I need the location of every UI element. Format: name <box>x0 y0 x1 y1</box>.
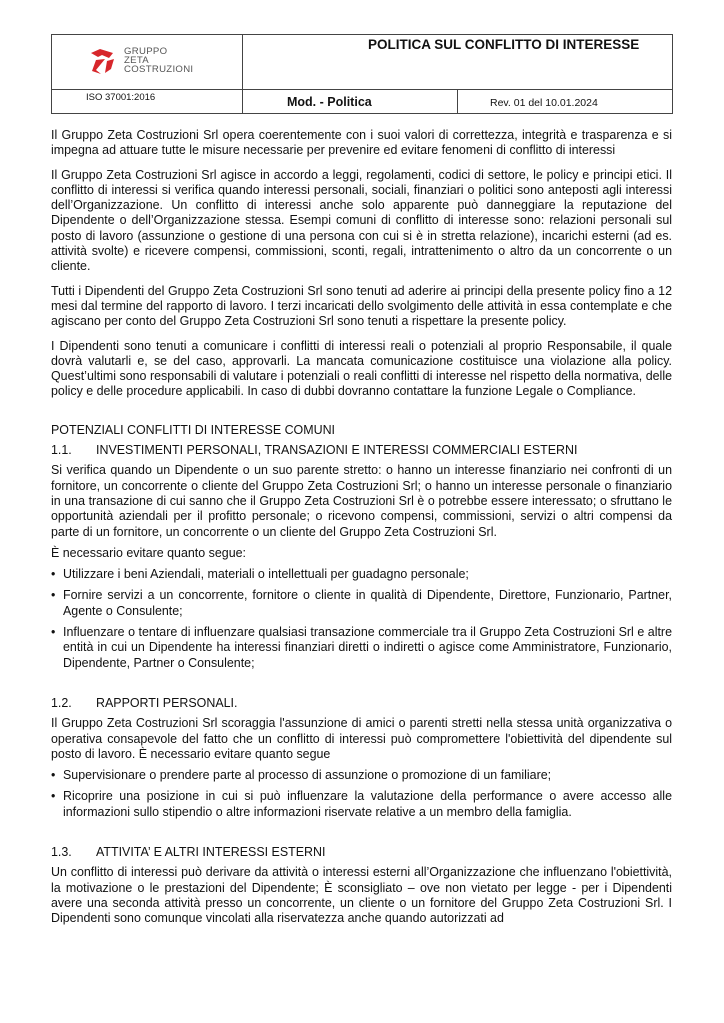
intro-paragraph-3: Tutti i Dipendenti del Gruppo Zeta Costruzioni Srl sono tenuti ad aderire ai principi della presente policy fino a 12 mesi dal termine del rapporto di lavoro. I terzi incaricati dello svolgimento delle attività in essa contemplate e che agiscano per conto del Gruppo Zeta Costruzioni Srl sono tenuti a rispettare la presente policy. <box>51 283 672 329</box>
bullet-icon: • <box>51 789 56 804</box>
list-item <box>51 625 672 671</box>
list-item <box>51 768 672 783</box>
logo-line-2: ZETA <box>124 55 150 66</box>
subsection-2-title: RAPPORTI PERSONALI. <box>96 695 238 710</box>
logo-wordmark <box>124 47 193 74</box>
subsection-3-number: 1.3. <box>51 844 72 859</box>
intro-paragraph-4: I Dipendenti sono tenuti a comunicare i conflitti di interessi reali o potenziali al proprio Responsabile, il quale dovrà valutarli e, se del caso, approvarli. La mancata comunicazione costituisce una violazione alla policy. Quest’ultimi sono responsabili di valutare i potenziali o reali conflitti di interesse nel rispetto della normativa, delle policy e delle procedure applicabili. In caso di dubbi dovranno contattare la funzione Legale o Compliance. <box>51 338 672 399</box>
list-item <box>51 567 672 582</box>
subsection-2-heading <box>51 696 672 711</box>
logo-cell <box>52 35 243 90</box>
list-item <box>51 588 672 619</box>
list-item-text: Fornire servizi a un concorrente, fornitore o cliente in qualità di Dipendente, Direttore, Funzionario, Partner, Agente o Consulente; <box>63 588 672 618</box>
subsection-2-paragraph: Il Gruppo Zeta Costruzioni Srl scoraggia l'assunzione di amici o parenti stretti nella stessa unità organizzativa o operativa consapevole del fatto che un conflitto di interessi può compromettere l'obiettività del dipendente sul posto di lavoro. È necessario evitare quanto segue <box>51 716 672 761</box>
iso-standard: ISO 37001:2016 <box>52 90 243 114</box>
bullet-icon: • <box>51 567 56 582</box>
subsection-1-heading <box>51 443 672 458</box>
subsection-3-title: ATTIVITA’ E ALTRI INTERESSI ESTERNI <box>96 844 326 859</box>
list-item-text: Ricoprire una posizione in cui si può influenzare la valutazione della performance o avere accesso alle informazioni sullo stipendio o altre informazioni riservate relative a un membro della famiglia. <box>63 789 672 819</box>
subsection-3-paragraph: Un conflitto di interessi può derivare da attività o interessi esterni all’Organizzazione che influenzano l'obiettività, la motivazione o le prestazioni del Dipendente; È sconsigliato – ove non vietato per legge - per i Dipendenti avere una seconda attività presso un concorrente, un cliente o un fornitore del Gruppo Zeta Costruzioni Srl. I Dipendenti sono comunque vincolati alla riservatezza anche quando autorizzati ad <box>51 865 672 926</box>
bullet-icon: • <box>51 768 56 783</box>
subsection-1-title: INVESTIMENTI PERSONALI, TRANSAZIONI E INTERESSI COMMERCIALI ESTERNI <box>96 443 578 458</box>
intro-paragraph-2: Il Gruppo Zeta Costruzioni Srl agisce in accordo a leggi, regolamenti, codici di settore, le policy e principi etici. Il conflitto di interessi si verifica quando interessi personali, sociali, finanziari o politici sono anteposti agli interessi dell’Organizzazione. Un conflitto di interessi anche solo apparente può danneggiare la reputazione del Dipendente o dell’Organizzazione stessa. Esempi comuni di conflitto di interesse sono: relazioni personali sul posto di lavoro (assunzione o gestione di una persona con cui si è in stretta relazione), incarichi esterni (ad es. attività svolte) e ricevere compensi, commissioni, sconti, regali, intrattenimento o altro da un concorrente o un cliente. <box>51 167 672 274</box>
subsection-2-number: 1.2. <box>51 695 72 710</box>
list-item-text: Influenzare o tentare di influenzare qualsiasi transazione commerciale tra il Gruppo Zeta Costruzioni Srl e altre entità in cui un Dipendente ha interessi finanziari diretti o indiretti o agisce come Amministratore, Funzionario, Dipendente, Partner o Consulente; <box>63 625 672 670</box>
list-item-text: Supervisionare o prendere parte al processo di assunzione o promozione di un familiare; <box>63 768 552 783</box>
subsection-1-intro-list: È necessario evitare quanto segue: <box>51 545 246 560</box>
zeta-logo-icon <box>88 47 116 75</box>
document-title: POLITICA SUL CONFLITTO DI INTERESSE <box>243 35 673 90</box>
revision-label: Rev. 01 del 10.01.2024 <box>458 90 673 114</box>
section-title: POTENZIALI CONFLITTI DI INTERESSE COMUNI <box>51 422 336 437</box>
document-header <box>51 34 673 114</box>
bullet-icon: • <box>51 625 56 640</box>
subsection-3-heading <box>51 845 672 860</box>
list-item <box>51 789 672 820</box>
bullet-icon: • <box>51 588 56 603</box>
intro-paragraph-1: Il Gruppo Zeta Costruzioni Srl opera coerentemente con i suoi valori di correttezza, integrità e trasparenza e si impegna ad attuare tutte le misure necessarie per prevenire ed evitare fenomeni di conflitto di interessi <box>51 128 672 158</box>
company-logo <box>52 35 242 89</box>
logo-line-1: GRUPPO <box>124 46 168 57</box>
logo-line-3: COSTRUZIONI <box>124 64 194 75</box>
document-body <box>51 128 672 935</box>
subsection-1-number: 1.1. <box>51 443 72 458</box>
module-label: Mod. - Politica <box>243 90 458 114</box>
list-item-text: Utilizzare i beni Aziendali, materiali o intellettuali per guadagno personale; <box>63 567 469 582</box>
subsection-1-paragraph: Si verifica quando un Dipendente o un suo parente stretto: o hanno un interesse finanziario nei confronti di un fornitore, un concorrente o cliente del Gruppo Zeta Costruzioni Srl; o hanno un interesse personale o finanziario in una transazione di cui sanno che il Gruppo Zeta Costruzioni Srl è o potrebbe essere interessato; o sfruttano le opportunità aziendali per il profitto personale; o ricevono compensi, commissioni, servizi o altri compensi da parte di un fornitore, un concorrente o un cliente del Gruppo Zeta Costruzioni Srl. <box>51 463 672 539</box>
